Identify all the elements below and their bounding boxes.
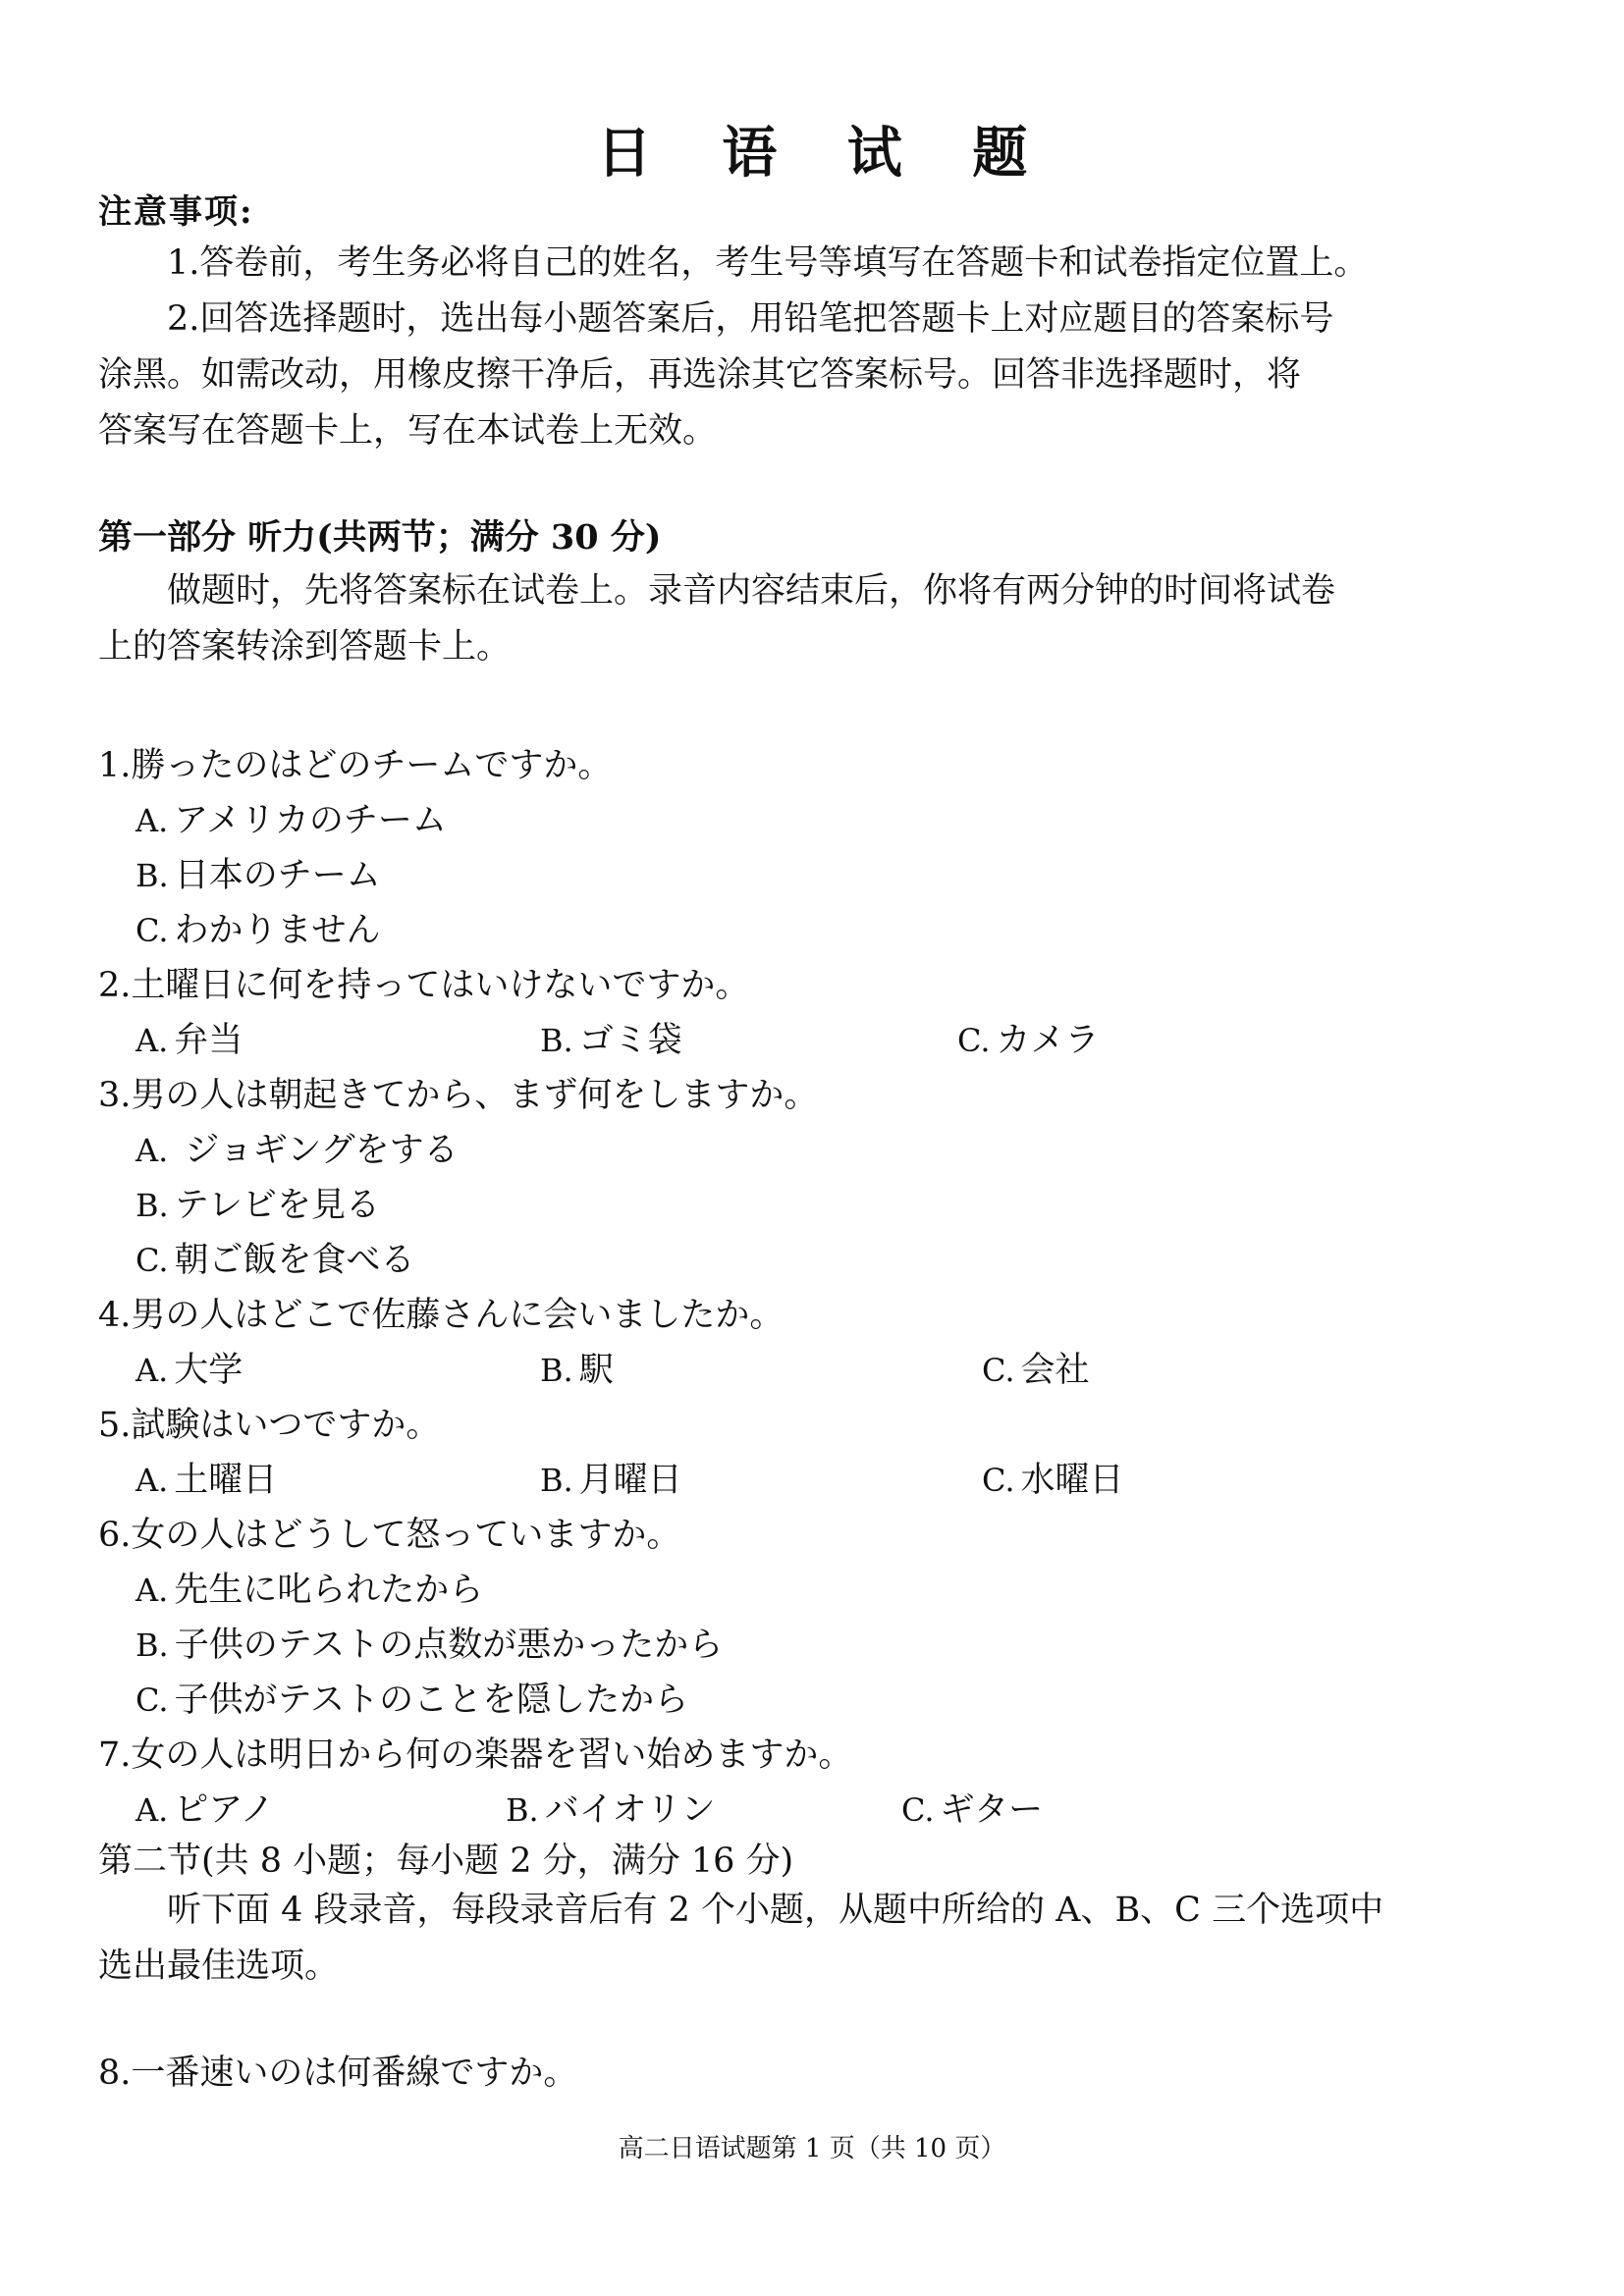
- part1-heading: 第一部分 听力(共两节；满分 30 分): [98, 517, 662, 558]
- page-title: 日 语 试 题: [596, 121, 1054, 186]
- question-3-option-a: A. ジョギングをする: [135, 1131, 459, 1170]
- question-3-option-c: C. 朝ご飯を食べる: [135, 1241, 415, 1280]
- question-6-option-b: B. 子供のテストの点数が悪かったから: [135, 1626, 724, 1665]
- question-2: 2.土曜日に何を持ってはいけないですか。: [98, 966, 750, 1005]
- part1-instr-line-2: 上的答案转涂到答题卡上。: [98, 627, 512, 667]
- question-6-option-c: C. 子供がテストのことを隠したから: [135, 1681, 689, 1720]
- section2-instr-line-1: 听下面 4 段录音，每段录音后有 2 个小题，从题中所给的 A、B、C 三个选项中: [167, 1891, 1384, 1930]
- notice-item-2-line-1: 2.回答选择题时，选出每小题答案后，用铅笔把答题卡上对应题目的答案标号: [167, 299, 1334, 339]
- question-1: 1.勝ったのはどのチームですか。: [98, 746, 613, 785]
- question-5: 5.試験はいつですか。: [98, 1406, 441, 1445]
- question-2-option-c: C. カメラ: [957, 1021, 1100, 1060]
- question-2-option-a: A. 弁当: [135, 1021, 244, 1060]
- question-3: 3.男の人は朝起きてから、まず何をしますか。: [98, 1076, 819, 1115]
- question-6: 6.女の人はどうして怒っていますか。: [98, 1516, 681, 1555]
- question-7-option-c: C. ギター: [901, 1790, 1044, 1830]
- question-7-option-b: B. バイオリン: [506, 1790, 716, 1830]
- question-6-option-a: A. 先生に叱られたから: [135, 1571, 484, 1610]
- question-7: 7.女の人は明日から何の楽器を習い始めますか。: [98, 1735, 853, 1775]
- question-4-option-a: A. 大学: [135, 1351, 244, 1390]
- question-4-option-b: B. 駅: [540, 1351, 614, 1390]
- question-3-option-b: B. テレビを見る: [135, 1186, 380, 1225]
- section2-heading: 第二节(共 8 小题；每小题 2 分，满分 16 分): [98, 1842, 794, 1881]
- question-2-option-b: B. ゴミ袋: [540, 1021, 682, 1060]
- question-7-option-a: A. ピアノ: [135, 1790, 275, 1830]
- question-4-option-c: C. 会社: [982, 1351, 1090, 1390]
- notice-body: [98, 236, 1532, 459]
- notice-heading: 注意事项:: [98, 192, 254, 232]
- notice-item-1: 1.答卷前，考生务必将自己的姓名，考生号等填写在答题卡和试卷指定位置上。: [167, 243, 1369, 283]
- question-4: 4.男の人はどこで佐藤さんに会いましたか。: [98, 1296, 785, 1335]
- question-1-option-b: B. 日本のチーム: [135, 856, 381, 895]
- page-footer: 高二日语试题第 1 页（共 10 页）: [618, 2134, 1006, 2163]
- notice-item-2-line-3: 答案写在答题卡上，写在本试卷上无效。: [98, 411, 718, 451]
- part1-instr-line-1: 做题时，先将答案标在试卷上。录音内容结束后，你将有两分钟的时间将试卷: [167, 571, 1336, 611]
- question-8: 8.一番速いのは何番線ですか。: [98, 2054, 578, 2093]
- question-5-option-b: B. 月曜日: [540, 1461, 682, 1500]
- section2-instructions: [98, 1883, 1532, 1995]
- question-5-option-c: C. 水曜日: [982, 1461, 1124, 1500]
- part1-instructions: [98, 563, 1532, 675]
- question-1-option-a: A. アメリカのチーム: [135, 801, 447, 840]
- notice-item-2-line-2: 涂黑。如需改动，用橡皮擦干净后，再选涂其它答案标号。回答非选择题时，将: [98, 355, 1302, 395]
- question-1-option-c: C. わかりません: [135, 911, 381, 950]
- question-5-option-a: A. 土曜日: [135, 1461, 278, 1500]
- section2-instr-line-2: 选出最佳选项。: [98, 1947, 340, 1986]
